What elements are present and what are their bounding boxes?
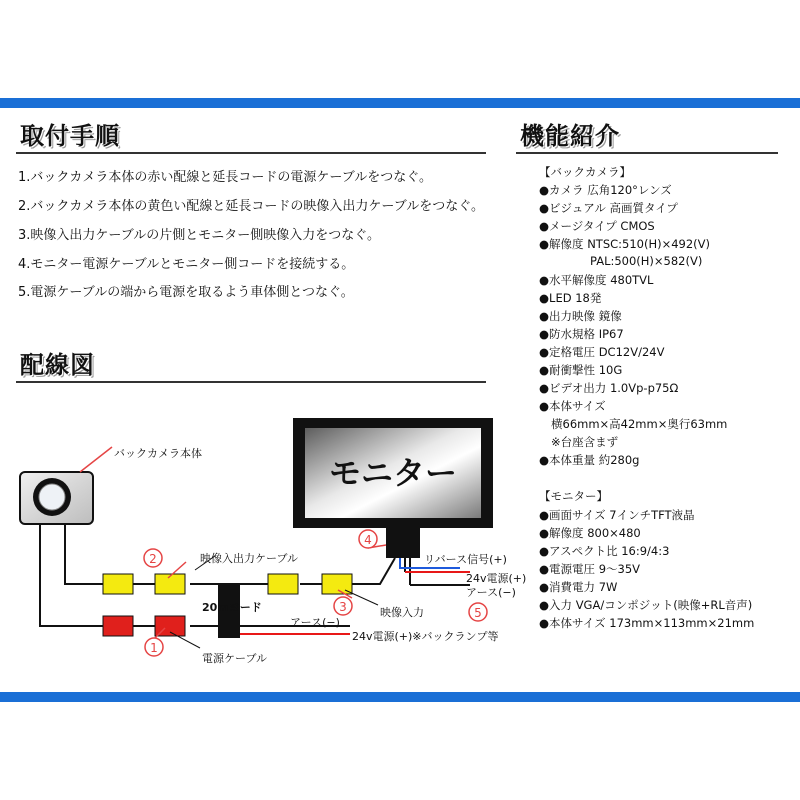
- step-5: 5.電源ケーブルの端から電源を取るよう車体側とつなぐ。: [18, 285, 354, 300]
- svg-text:5: 5: [474, 606, 482, 620]
- monitor-spec-header: 【モニター】: [539, 489, 608, 503]
- svg-text:4: 4: [364, 533, 372, 547]
- camera-label: バックカメラ本体: [114, 447, 202, 460]
- monitor-label: モニター: [328, 454, 458, 492]
- colored-wires: [240, 558, 470, 634]
- monitor-spec-0: ●画面サイズ 7インチTFT液晶: [539, 508, 695, 522]
- svg-text:1: 1: [150, 641, 158, 655]
- reverse-signal-label: リバース信号(+): [424, 553, 507, 566]
- camera-spec-6: ●LED 18発: [539, 291, 602, 305]
- yellow-plug-1: [103, 574, 133, 594]
- monitor-spec-3: ●電源電圧 9〜35V: [539, 562, 641, 576]
- camera-spec-14: ※台座含まず: [551, 435, 619, 449]
- step-3: 3.映像入出力ケーブルの片側とモニター側映像入力をつなぐ。: [18, 228, 380, 243]
- power-24v-label: 24v電源(+): [466, 572, 527, 585]
- monitor-spec-4: ●消費電力 7W: [539, 580, 618, 594]
- earth-label-power: アース(−): [290, 616, 340, 629]
- monitor-spec-5: ●入力 VGA/コンポジット(映像+RL音声): [539, 598, 753, 612]
- monitor-spec-2: ●アスペクト比 16:9/4:3: [539, 544, 670, 558]
- camera-spec-15: ●本体重量 約280g: [539, 453, 640, 467]
- camera-spec-11: ●ビデオ出力 1.0Vp-p75Ω: [539, 381, 679, 395]
- circle-4: [359, 530, 377, 548]
- camera-spec-7: ●出力映像 鏡像: [539, 309, 622, 323]
- camera-spec-4: PAL:500(H)×582(V): [590, 254, 703, 268]
- camera-body: [20, 472, 93, 524]
- power-backlamp-label: 24v電源(+)※バックランプ等: [352, 630, 499, 643]
- camera-spec-12: ●本体サイズ: [539, 399, 606, 413]
- circle-2: [144, 549, 162, 567]
- red-plug-1: [103, 616, 133, 636]
- yellow-plug-3: [268, 574, 298, 594]
- features-title: 機能紹介: [520, 122, 620, 150]
- monitor-spec-1: ●解像度 800×480: [539, 526, 641, 540]
- camera-spec-9: ●定格電圧 DC12V/24V: [539, 345, 665, 359]
- camera-spec-2: ●メージタイプ CMOS: [539, 219, 655, 233]
- step-4: 4.モニター電源ケーブルとモニター側コードを接続する。: [18, 257, 355, 272]
- earth-label-monitor: アース(−): [466, 586, 516, 599]
- svg-text:2: 2: [149, 552, 157, 566]
- svg-text:3: 3: [339, 600, 347, 614]
- wiring-diagram-title: 配線図: [20, 351, 95, 379]
- step-2: 2.バックカメラ本体の黄色い配線と延長コードの映像入出力ケーブルをつなぐ。: [18, 199, 484, 214]
- circle-1: [145, 638, 163, 656]
- camera-spec-10: ●耐衝撃性 10G: [539, 363, 623, 377]
- power-cable-label: 電源ケーブル: [202, 652, 268, 665]
- extension-cord-label: 20mヨード: [202, 601, 262, 614]
- camera-spec-0: ●カメラ 広角120°レンズ: [539, 183, 672, 197]
- step-1: 1.バックカメラ本体の赤い配線と延長コードの電源ケーブルをつなぐ。: [18, 170, 432, 185]
- camera-spec-header: 【バックカメラ】: [539, 165, 631, 179]
- camera-spec-8: ●防水規格 IP67: [539, 327, 624, 341]
- video-cable-label: 映像入出力ケーブル: [200, 552, 299, 565]
- monitor-spec-6: ●本体サイズ 173mm×113mm×21mm: [539, 616, 755, 630]
- camera-spec-3: ●解像度 NTSC:510(H)×492(V): [539, 237, 711, 251]
- camera-spec-13: 横66mm×高42mm×奥行63mm: [551, 417, 728, 431]
- circle-5: [469, 603, 487, 621]
- circle-3: [334, 597, 352, 615]
- video-input-label: 映像入力: [380, 606, 424, 619]
- install-steps-title: 取付手順: [20, 122, 120, 150]
- camera-spec-5: ●水平解像度 480TVL: [539, 273, 654, 287]
- camera-spec-1: ●ビジュアル 高画質タイプ: [539, 201, 678, 215]
